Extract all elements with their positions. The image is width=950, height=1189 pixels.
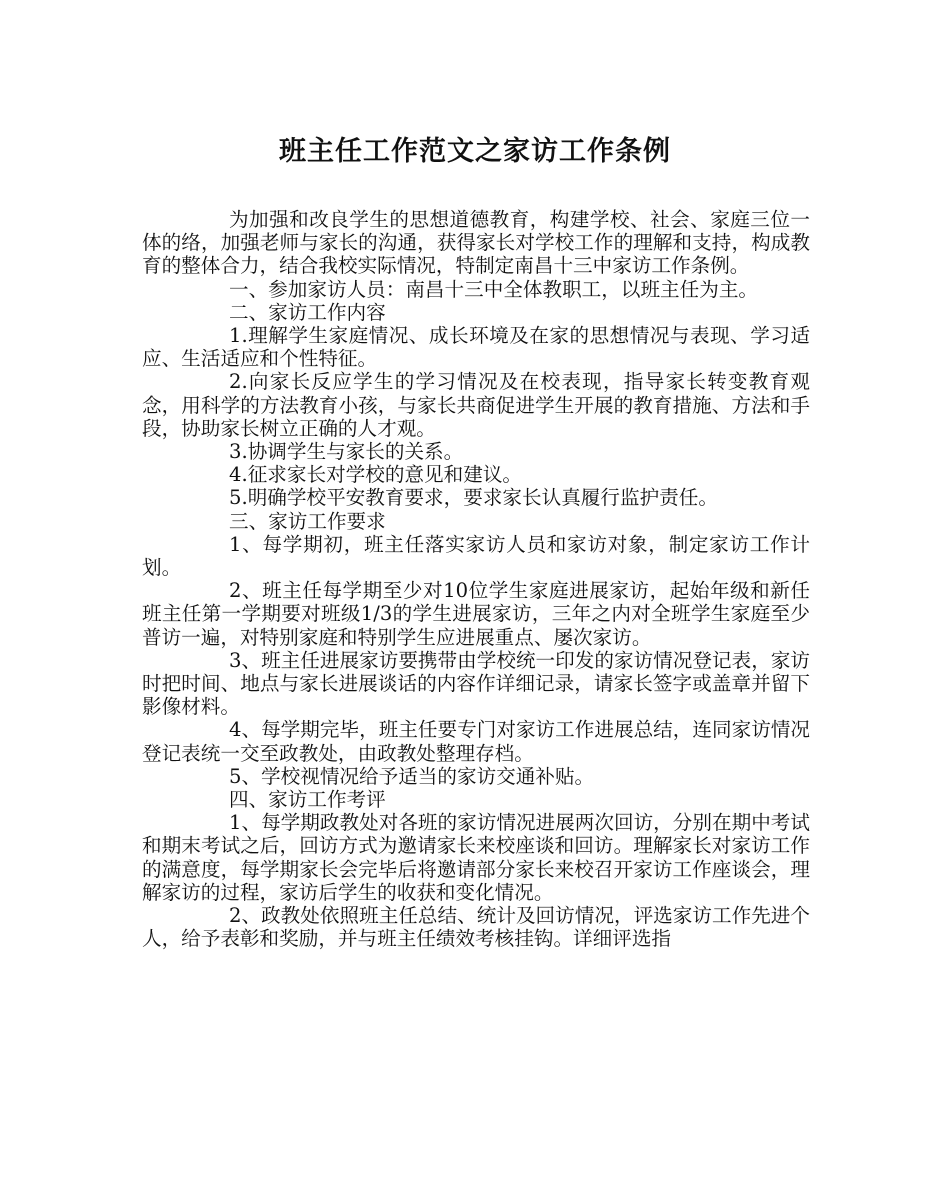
paragraph-content-item-3: 3.协调学生与家长的关系。 (229, 440, 464, 464)
paragraph-intro: 为加强和改良学生的思想道德教育，构建学校、社会、家庭三位一体的络，加强老师与家长的沟通，获得家长对学校工作的理解和支持，构成教育的整体合力，结合我校实际情况，特制定南昌十三中家访工作条例。 (142, 208, 810, 278)
paragraph-section-3-heading: 三、家访工作要求 (229, 509, 386, 533)
paragraph-evaluation-item-2: 2、政教处依照班主任总结、统计及回访情况，评选家访工作先进个人，给予表彰和奖励，并与班主任绩效考核挂钩。详细评选指 (142, 904, 810, 951)
paragraph-requirement-item-5: 5、学校视情况给予适当的家访交通补贴。 (229, 764, 595, 788)
paragraph-content-item-1: 1.理解学生家庭情况、成长环境及在家的思想情况与表现、学习适应、生活适应和个性特征。 (142, 324, 810, 371)
paragraph-section-2-heading: 二、家访工作内容 (229, 300, 386, 324)
document-body (142, 208, 810, 951)
paragraph-content-item-2: 2.向家长反应学生的学习情况及在校表现，指导家长转变教育观念，用科学的方法教育小孩，与家长共商促进学生开展的教育措施、方法和手段，协助家长树立正确的人才观。 (142, 370, 810, 440)
paragraph-requirement-item-4: 4、每学期完毕，班主任要专门对家访工作进展总结，连同家访情况登记表统一交至政教处，由政教处整理存档。 (142, 718, 810, 765)
paragraph-requirement-item-1: 1、每学期初，班主任落实家访人员和家访对象，制定家访工作计划。 (142, 532, 810, 580)
paragraph-requirement-item-3: 3、班主任进展家访要携带由学校统一印发的家访情况登记表，家访时把时间、地点与家长进展谈话的内容作详细记录，请家长签字或盖章并留下影像材料。 (142, 648, 810, 719)
paragraph-content-item-4: 4.征求家长对学校的意见和建议。 (229, 463, 523, 487)
paragraph-evaluation-item-1: 1、每学期政教处对各班的家访情况进展两次回访，分别在期中考试和期末考试之后，回访方式为邀请家长来校座谈和回访。理解家长对家访工作的满意度，每学期家长会完毕后将邀请部分家长来校召开家访工作座谈会，理解家访的过程，家访后学生的收获和变化情况。 (142, 811, 810, 904)
paragraph-section-4-heading: 四、家访工作考评 (229, 788, 386, 812)
document-title: 班主任工作范文之家访工作条例 (279, 136, 671, 167)
paragraph-requirement-item-2: 2、班主任每学期至少对10位学生家庭进展家访，起始年级和新任班主任第一学期要对班级1/3的学生进展家访，三年之内对全班学生家庭至少普访一遍，对特别家庭和特别学生应进展重点、屡次家访。 (142, 579, 810, 649)
paragraph-content-item-5: 5.明确学校平安教育要求，要求家长认真履行监护责任。 (229, 486, 718, 510)
paragraph-section-1-participants: 一、参加家访人员：南昌十三中全体教职工，以班主任为主。 (229, 277, 759, 301)
